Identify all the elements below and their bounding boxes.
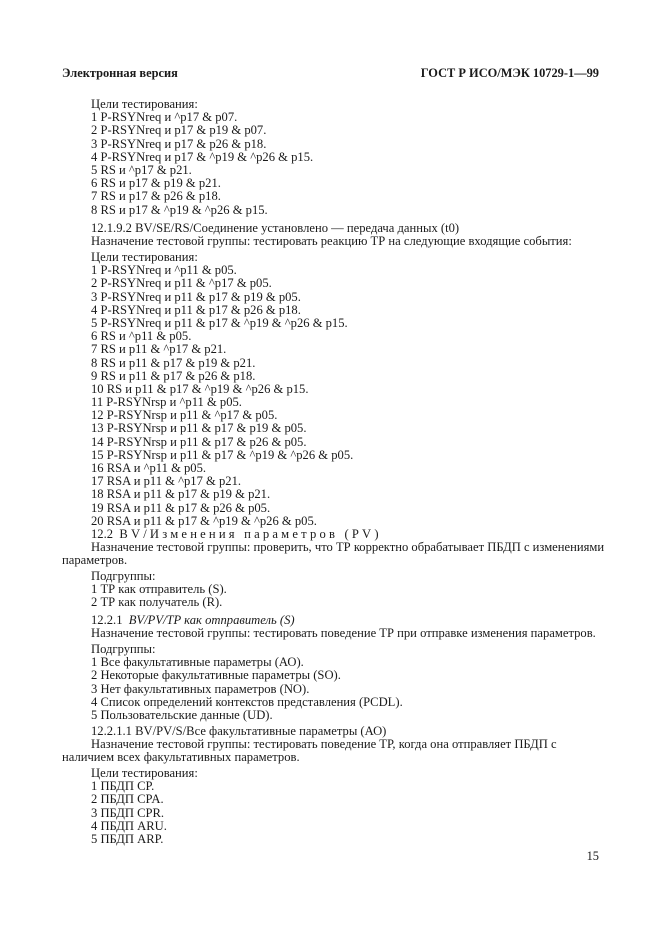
section-title: Цели тестирования: <box>91 766 198 780</box>
list-item: 1 Все факультативные параметры (АО). <box>91 655 304 670</box>
list-item: 1 P-RSYNreq и ^p17 & p07. <box>91 110 238 125</box>
purpose-text: параметров. <box>62 553 128 567</box>
list-item: 14 P-RSYNrsp и p11 & p17 & p26 & p05. <box>91 434 307 449</box>
list-item: 12 P-RSYNrsp и p11 & ^p17 & p05. <box>91 408 278 423</box>
section-purpose <box>91 627 611 640</box>
subgroups-title: Подгруппы: <box>91 569 156 583</box>
list-item: 5 RS и ^p17 & p21. <box>91 162 192 177</box>
list-item: 18 RSA и p11 & p17 & p19 & p21. <box>91 487 271 502</box>
list-item: 1 ТР как отправитель (S). <box>91 582 227 597</box>
subgroups-block <box>91 643 403 722</box>
list-item: 8 RS и p17 & ^p19 & ^p26 & p15. <box>91 202 268 217</box>
list-item: 6 RS и p17 & p19 & p21. <box>91 176 221 191</box>
list-item: 16 RSA и ^p11 & p05. <box>91 461 207 475</box>
section-purpose-continued <box>62 751 599 764</box>
list-item: 1 ПБДП CP. <box>91 779 155 794</box>
section-purpose <box>91 235 611 248</box>
list-item: 5 Пользовательские данные (UD). <box>91 707 273 722</box>
header-left: Электронная версия <box>62 66 178 80</box>
list-item: 2 ПБДП CPA. <box>91 792 164 807</box>
list-item: 10 RS и p11 & p17 & ^p19 & ^p26 & p15. <box>91 381 309 396</box>
purpose-text: Назначение тестовой группы: тестировать реакцию ТР на следующие входящие события: <box>91 234 572 248</box>
section-purpose <box>91 540 605 554</box>
list-item: 4 P-RSYNreq и p11 & p17 & p26 & p18. <box>91 302 301 317</box>
section-heading: 12.2.1.1 BV/PV/S/Все факультативные параметры (АО) <box>91 724 387 738</box>
list-item: 2 ТР как получатель (R). <box>91 595 223 610</box>
section-title: Цели тестирования: <box>91 97 198 111</box>
list-item: 15 P-RSYNrsp и p11 & p17 & ^p19 & ^p26 & p05. <box>91 447 354 462</box>
list-item: 4 P-RSYNreq и p17 & ^p19 & ^p26 & p15. <box>91 149 314 164</box>
list-item: 9 RS и p11 & p17 & p26 & p18. <box>91 368 256 383</box>
list-item: 7 RS и p17 & p26 & p18. <box>91 189 221 204</box>
purpose-text: Назначение тестовой группы: проверить, что ТР корректно обрабатывает ПБДП с изменениями <box>91 540 605 554</box>
section-number: 12.2.1 <box>91 613 123 627</box>
page-number: 15 <box>586 849 599 863</box>
list-item: 6 RS и ^p11 & p05. <box>91 329 192 344</box>
list-item: 2 Некоторые факультативные параметры (SO). <box>91 668 341 683</box>
test-goals-block-1 <box>91 98 313 217</box>
list-item: 5 P-RSYNreq и p11 & p17 & ^p19 & ^p26 & p15. <box>91 315 348 330</box>
list-item: 3 ПБДП CPR. <box>91 805 165 820</box>
list-item: 20 RSA и p11 & p17 & ^p19 & ^p26 & p05. <box>91 513 317 528</box>
list-item: 2 P-RSYNreq и p11 & ^p17 & p05. <box>91 276 272 291</box>
list-item: 17 RSA и p11 & ^p17 & p21. <box>91 474 242 489</box>
test-goals-block-3 <box>91 767 198 846</box>
list-item: 2 P-RSYNreq и p17 & p19 & p07. <box>91 123 267 138</box>
subgroups-block <box>91 570 227 610</box>
test-goals-block-2 <box>91 251 353 528</box>
list-item: 4 Список определений контекстов представления (PCDL). <box>91 694 403 709</box>
list-item: 3 P-RSYNreq и p11 & p17 & p19 & p05. <box>91 289 301 304</box>
section-heading: 12.1.9.2 BV/SE/RS/Соединение установлено — передача данных (t0) <box>91 221 460 235</box>
section-title: BV/PV/TP как отправитель (S) <box>128 613 295 627</box>
section-number: 12.2 <box>91 527 114 541</box>
list-item: 4 ПБДП ARU. <box>91 818 167 833</box>
purpose-text: Назначение тестовой группы: тестировать поведение ТР при отправке изменения параметров. <box>91 626 596 640</box>
list-item: 8 RS и p11 & p17 & p19 & p21. <box>91 355 256 370</box>
list-item: 3 P-RSYNreq и p17 & p26 & p18. <box>91 136 267 151</box>
list-item: 5 ПБДП ARP. <box>91 831 164 846</box>
list-item: 13 P-RSYNrsp и p11 & p17 & p19 & p05. <box>91 421 307 436</box>
list-item: 11 P-RSYNrsp и ^p11 & p05. <box>91 395 242 410</box>
purpose-text: наличием всех факультативных параметров. <box>62 750 300 764</box>
purpose-text: Назначение тестовой группы: тестировать поведение ТР, когда она отправляет ПБДП с <box>91 737 557 751</box>
list-item: 7 RS и p11 & ^p17 & p21. <box>91 342 227 357</box>
section-purpose-continued <box>62 554 599 567</box>
list-item: 19 RSA и p11 & p17 & p26 & p05. <box>91 500 271 515</box>
list-item: 3 Нет факультативных параметров (NO). <box>91 681 310 696</box>
subgroups-title: Подгруппы: <box>91 642 156 656</box>
section-title: BV/Изменения параметров (PV) <box>119 527 382 541</box>
list-item: 1 P-RSYNreq и ^p11 & p05. <box>91 263 237 278</box>
section-title: Цели тестирования: <box>91 250 198 264</box>
header-right: ГОСТ Р ИСО/МЭК 10729-1—99 <box>420 66 599 80</box>
